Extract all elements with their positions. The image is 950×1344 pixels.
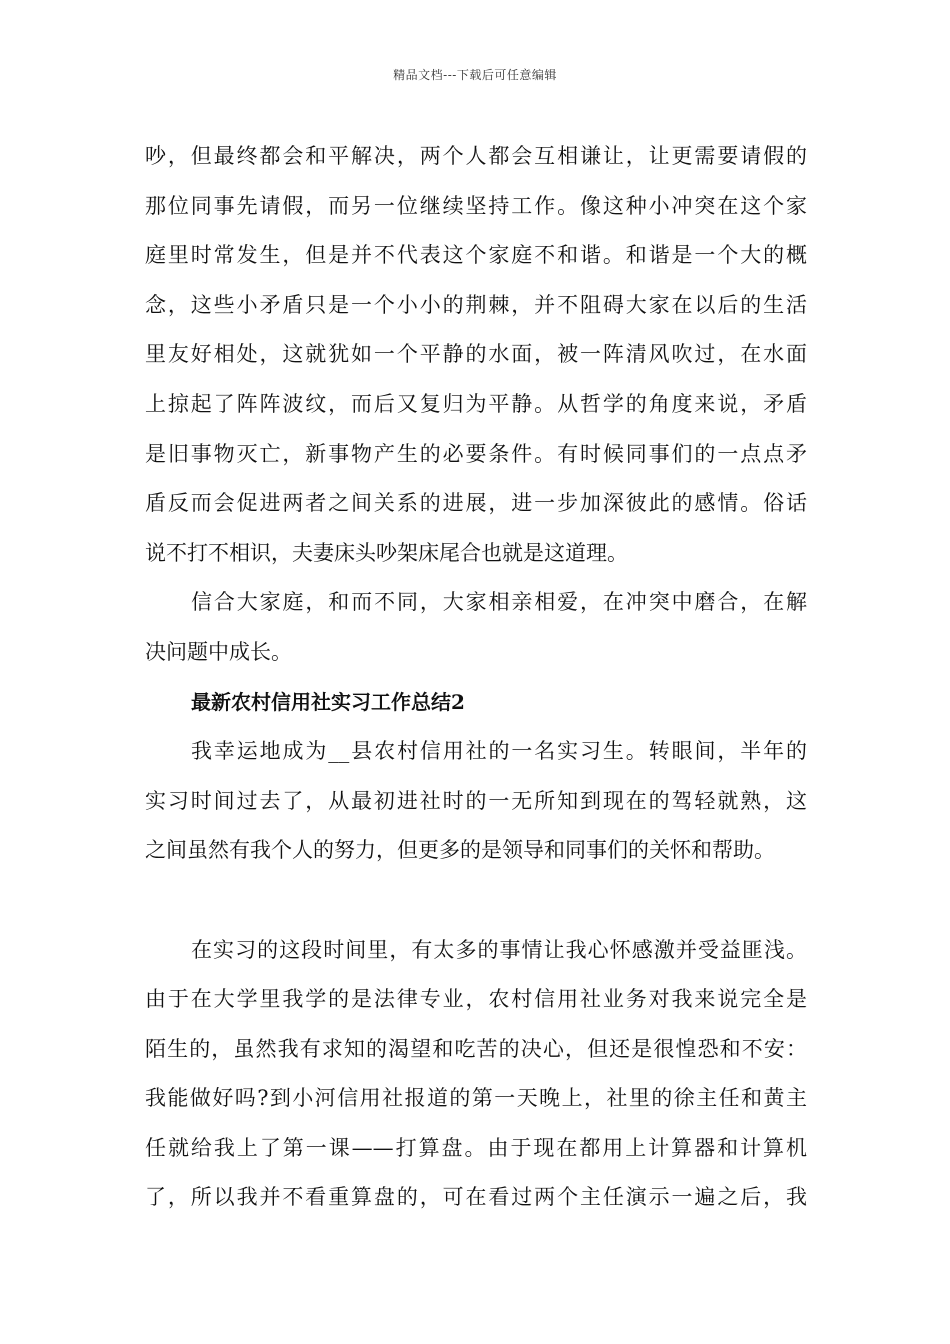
text-line: 里友好相处，这就犹如一个平静的水面，被一阵清风吹过，在水面	[145, 342, 807, 367]
paragraph-4	[145, 926, 807, 1224]
paragraph-gap	[145, 876, 807, 926]
text-line: 庭里时常发生，但是并不代表这个家庭不和谐。和谐是一个大的概	[145, 243, 807, 268]
text-line: 念，这些小矛盾只是一个小小的荆棘，并不阻碍大家在以后的生活	[145, 292, 807, 317]
text-line: 我能做好吗?到小河信用社报道的第一天晚上，社里的徐主任和黄主	[145, 1086, 807, 1111]
text-line: 信合大家庭，和而不同，大家相亲相爱，在冲突中磨合，在解	[191, 590, 807, 615]
text-line: 那位同事先请假，而另一位继续坚持工作。像这种小冲突在这个家	[145, 193, 807, 218]
text-line: 说不打不相识，夫妻床头吵架床尾合也就是这道理。	[145, 540, 628, 565]
paragraph-3	[145, 727, 807, 876]
text-line: 吵，但最终都会和平解决，两个人都会互相谦让，让更需要请假的	[145, 144, 807, 168]
text-line: 陌生的，虽然我有求知的渴望和吃苦的决心，但还是很惶恐和不安：	[145, 1036, 807, 1061]
text-line: 任就给我上了第一课——打算盘。由于现在都用上计算器和计算机	[145, 1135, 807, 1160]
section-title: 最新农村信用社实习工作总结2	[191, 689, 465, 714]
text-line: 决问题中成长。	[145, 639, 292, 664]
text-line: 之间虽然有我个人的努力，但更多的是领导和同事们的关怀和帮助。	[145, 838, 775, 863]
text-line: 是旧事物灭亡，新事物产生的必要条件。有时候同事们的一点点矛	[145, 441, 807, 466]
text-line: 我幸运地成为__县农村信用社的一名实习生。转眼间，半年的	[191, 739, 807, 764]
document-body	[145, 132, 807, 1223]
paragraph-2	[145, 578, 807, 677]
text-line: 上掠起了阵阵波纹，而后又复归为平静。从哲学的角度来说，矛盾	[145, 391, 807, 416]
text-line: 了，所以我并不看重算盘的，可在看过两个主任演示一遍之后，我	[145, 1185, 807, 1210]
text-line: 在实习的这段时间里，有太多的事情让我心怀感激并受益匪浅。	[191, 937, 807, 962]
text-line: 盾反而会促进两者之间关系的进展，进一步加深彼此的感情。俗话	[145, 491, 807, 516]
page-header: 精品文档---下载后可任意编辑	[393, 68, 557, 82]
text-line: 由于在大学里我学的是法律专业，农村信用社业务对我来说完全是	[145, 987, 807, 1012]
paragraph-1	[145, 132, 807, 578]
text-line: 实习时间过去了，从最初进社时的一无所知到现在的驾轻就熟，这	[145, 788, 807, 813]
